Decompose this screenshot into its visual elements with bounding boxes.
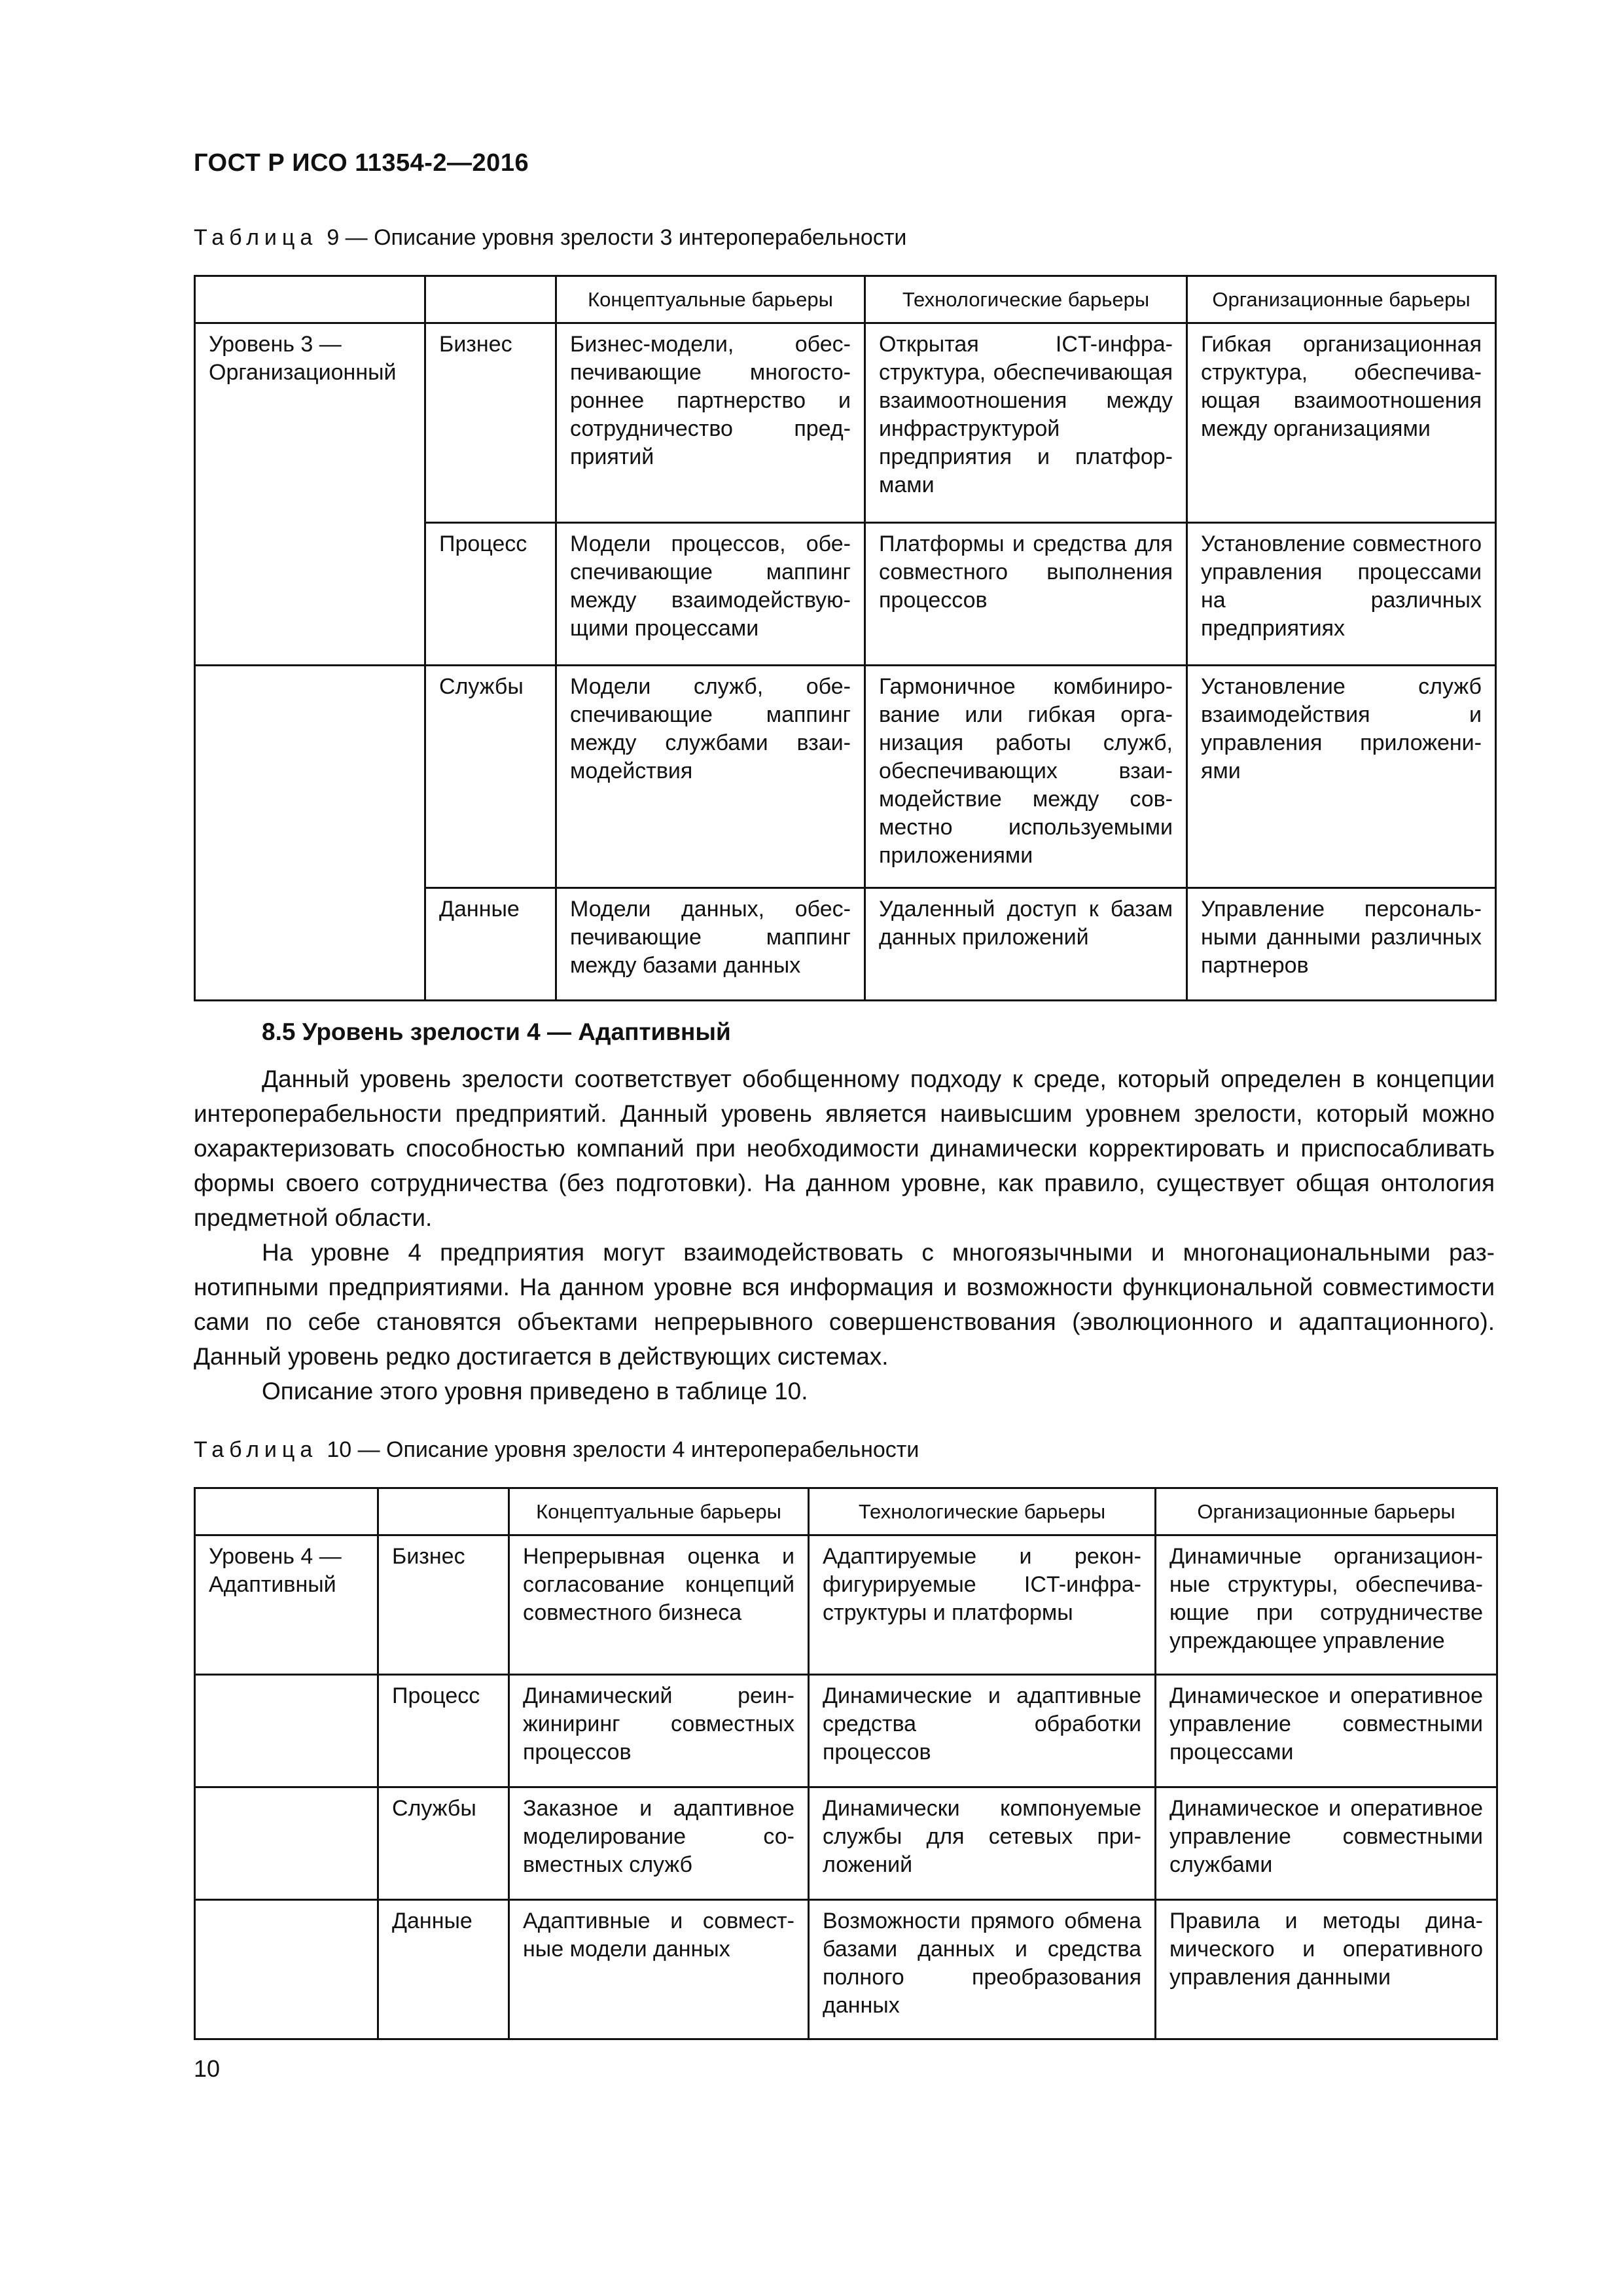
table-header-cell-empty <box>425 276 556 323</box>
table10-caption <box>194 1437 919 1463</box>
technological-cell: Динамически компонуемые службы для сетевых приложений <box>809 1787 1156 1900</box>
table-row <box>195 888 1496 1001</box>
page-number: 10 <box>194 2055 221 2082</box>
row-name-cell: Процесс <box>378 1675 509 1787</box>
table-header-cell-empty <box>195 276 425 323</box>
technological-cell: Открытая ICT-инфраструктура, обеспечивающая взаимоотношения между инфраструктурой предприятия и платформами <box>865 323 1187 523</box>
column-header-organizational: Организационные барьеры <box>1156 1488 1497 1535</box>
table-row <box>195 1675 1497 1787</box>
table-row <box>195 323 1496 523</box>
conceptual-cell: Модели служб, обеспечивающие маппинг между службами взаимодействия <box>556 666 865 888</box>
organizational-cell: Управление персональными данными различных партнеров <box>1187 888 1496 1001</box>
table9-caption-label: Таблица <box>194 225 318 250</box>
organizational-cell: Установление совместного управления процессами на различных предприятиях <box>1187 523 1496 666</box>
column-header-organizational: Организационные барьеры <box>1187 276 1496 323</box>
conceptual-cell: Заказное и адаптивное моделирование совместных служб <box>509 1787 809 1900</box>
paragraph: На уровне 4 предприятия могут взаимодействовать с многоязычными и многонациональными разнотипными предприятиями. На данном уровне вся информация и возможности функциональной совместимости сами по себе становятся объектами непрерывного совершенствования (эволюционного и адаптационного). Данный уровень редко достигается в действующих системах. <box>194 1239 1495 1370</box>
row-name-cell: Данные <box>425 888 556 1001</box>
level-cell: Уровень 4 — Адаптивный <box>195 1535 378 1675</box>
row-name-cell: Бизнес <box>425 323 556 523</box>
table-header-cell-empty <box>195 1488 378 1535</box>
section-body <box>194 1062 1495 1408</box>
table-row <box>195 666 1496 888</box>
table-row <box>195 1900 1497 2039</box>
technological-cell: Возможности прямого обмена базами данных и средства полного преобразования данных <box>809 1900 1156 2039</box>
column-header-technological: Технологические барьеры <box>865 276 1187 323</box>
organizational-cell: Динамическое и оперативное управление совместными службами <box>1156 1787 1497 1900</box>
paragraph: Данный уровень зрелости соответствует обобщенному подходу к среде, который определен в концепции интероперабельности предприятий. Данный уровень является наивысшим уровнем зрелости, который можно охарактеризовать способностью компаний при необходимости динамически корректировать и приспосабливать формы своего сотрудничества (без подготовки). На данном уровне, как правило, существует общая онтология предметной области. <box>194 1066 1495 1231</box>
table-row <box>195 523 1496 666</box>
table-row <box>195 1787 1497 1900</box>
organizational-cell: Правила и методы динамического и оперативного управления данными <box>1156 1900 1497 2039</box>
technological-cell: Адаптируемые и реконфигурируемые ICT-инфраструктуры и платформы <box>809 1535 1156 1675</box>
table-row <box>195 1535 1497 1675</box>
table9-caption <box>194 225 906 251</box>
conceptual-cell: Модели данных, обеспечивающие маппинг между базами данных <box>556 888 865 1001</box>
organizational-cell: Динамичные организационные структуры, обеспечивающие при сотрудничестве упреждающее управление <box>1156 1535 1497 1675</box>
table10-caption-label: Таблица <box>194 1437 318 1462</box>
level-cell-empty <box>195 1787 378 1900</box>
table9-caption-text: 9 — Описание уровня зрелости 3 интероперабельности <box>327 225 907 250</box>
table-header-cell-empty <box>378 1488 509 1535</box>
level-cell-empty <box>195 666 425 888</box>
level-cell: Уровень 3 — Организационный <box>195 323 425 523</box>
conceptual-cell: Модели процессов, обеспечивающие маппинг между взаимодействующими процессами <box>556 523 865 666</box>
table-header-row <box>195 1488 1497 1535</box>
conceptual-cell: Адаптивные и совместные модели данных <box>509 1900 809 2039</box>
row-name-cell: Процесс <box>425 523 556 666</box>
row-name-cell: Данные <box>378 1900 509 2039</box>
technological-cell: Удаленный доступ к базам данных приложений <box>865 888 1187 1001</box>
organizational-cell: Гибкая организационная структура, обеспечивающая взаимоотношения между организациями <box>1187 323 1496 523</box>
organizational-cell: Установление служб взаимодействия и управления приложениями <box>1187 666 1496 888</box>
row-name-cell: Бизнес <box>378 1535 509 1675</box>
conceptual-cell: Бизнес-модели, обеспечивающие многостороннее партнерство и сотрудничество предприятий <box>556 323 865 523</box>
row-name-cell: Службы <box>425 666 556 888</box>
level-cell-empty <box>195 523 425 666</box>
level-cell-empty <box>195 1900 378 2039</box>
table-header-row <box>195 276 1496 323</box>
table10 <box>194 1487 1498 2040</box>
technological-cell: Гармоничное комбинирование или гибкая организация работы служб, обеспечивающих взаимодействие между совместно используемыми приложениями <box>865 666 1187 888</box>
technological-cell: Динамические и адаптивные средства обработки процессов <box>809 1675 1156 1787</box>
level-cell-empty <box>195 888 425 1001</box>
table10-caption-text: 10 — Описание уровня зрелости 4 интероперабельности <box>327 1437 919 1462</box>
conceptual-cell: Непрерывная оценка и согласование концепций совместного бизнеса <box>509 1535 809 1675</box>
conceptual-cell: Динамический реинжиниринг совместных процессов <box>509 1675 809 1787</box>
section-heading: 8.5 Уровень зрелости 4 — Адаптивный <box>262 1018 731 1045</box>
table9 <box>194 275 1497 1001</box>
column-header-conceptual: Концептуальные барьеры <box>556 276 865 323</box>
document-code-header: ГОСТ Р ИСО 11354-2—2016 <box>194 149 529 177</box>
level-cell-empty <box>195 1675 378 1787</box>
column-header-technological: Технологические барьеры <box>809 1488 1156 1535</box>
row-name-cell: Службы <box>378 1787 509 1900</box>
organizational-cell: Динамическое и оперативное управление совместными процессами <box>1156 1675 1497 1787</box>
technological-cell: Платформы и средства для совместного выполнения процессов <box>865 523 1187 666</box>
paragraph: Описание этого уровня приведено в таблице 10. <box>262 1378 808 1405</box>
column-header-conceptual: Концептуальные барьеры <box>509 1488 809 1535</box>
